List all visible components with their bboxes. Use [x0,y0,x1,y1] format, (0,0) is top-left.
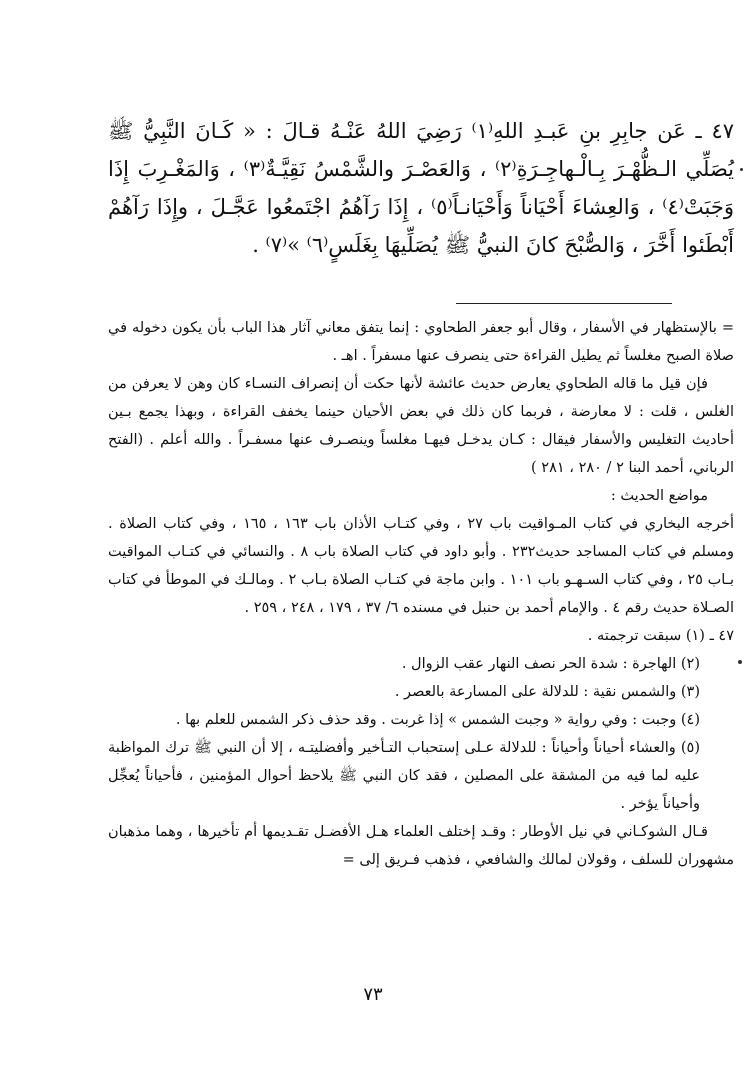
footnote-continuation-text: بالإستظهار في الأسفار ، وقال أبو جعفر الطحاوي : إنما يتفق معاني آثار هذا الباب بأن يكون دخوله في صلاة الصبح مغلساً ثم يطيل القراءة حتى ينصرف عنها مسفراً . اهـ . [108,320,734,364]
footnote-5: (٥) والعشاء أحياناً وأحياناً : للدلالة عـلى إستحباب التـأخير وأفضليتـه ، إلا أن النبي ﷺ ترك المواظبة عليه لما فيه من المشقة على المصلين ، فقد كان النبي ﷺ يلاحظ أحوال المؤمنين ، فأحياناً يُعجِّل وأحياناً يؤخر . [108,740,700,812]
footnotes-block [108,314,734,874]
footnote-1: ٤٧ ـ (١) سبقت ترجمته . [587,628,734,644]
footnote-2: (٢) الهاجرة : شدة الحر نصف النهار عقب الزوال . [401,656,700,672]
footnote-separator-rule [456,303,672,304]
hadith-sources-heading: مواضع الحديث : [610,488,708,504]
margin-speck [738,660,742,664]
page-number: ٧٣ [363,984,383,1005]
tahawi-discussion-paragraph: فإن قيل ما قاله الطحاوي يعارض حديث عائشة لأنها حكت أن إنصراف النسـاء كان وهن لا يعرفن من الغلس ، قلت : لا معارضة ، فربما كان ذلك في بعض الأحيان حينما يخفف القراءة ، وبهذا يجمع بـين أحاديث التغليس والأسفار فيقال : كـان يدخـل فيهـا مغلساً وينصـرف عنها مسفـراً . والله أعلم . (الفتح الرباني، أحمد البنا ٢ / ٢٨٠ ، ٢٨١ ) [108,376,734,476]
hadith-text-block [108,112,734,264]
footnote-4: (٤) وجبت : وفي رواية « وجبت الشمس » إذا غربت . وقد حذف ذكر الشمس للعلم بها . [175,712,700,728]
footnote-5-shawkani-quote: قـال الشوكـاني في نيل الأوطار : وقـد إختلف العلماء هـل الأفضـل تقـديمها أم تأخيرها ، وهما مذهبان مشهوران للسلف ، وقولان لمالك والشافعي ، فذهب فـريق إلى = [108,824,734,868]
continuation-marker: = [721,320,735,336]
hadith-sources-paragraph: أخرجه البخاري في كتاب المـواقيت باب ٢٧ ، وفي كتـاب الأذان باب ١٦٣ ، ١٦٥ ، وفي كتاب الصلاة . ومسلم في كتاب المساجد حديث٢٣٢ . وأبو داود في كتاب الصلاة باب ٨ . والنسائي في كتـاب المواقيت بـاب ٢٥ ، وفي كتاب السـهـو باب ١٠١ . وابن ماجة في كتـاب الصلاة بـاب ٢ . ومالـك في الموطأ في كتاب الصـلاة حديث رقم ٤ . والإمام أحمد بن حنبل في مسنده ٦/ ٣٧ ، ١٧٩ ، ٢٤٨ ، ٢٥٩ . [108,516,735,616]
margin-speck [740,168,743,171]
footnote-continuation-paragraph [108,314,734,370]
footnote-3: (٣) والشمس نقية : للدلالة على المسارعة بالعصر . [394,684,700,700]
hadith-paragraph: ٤٧ ـ عَن جابِرِ بنِ عَبـدِ اللهِ⁽١⁾ رَضِيَ اللهُ عَنْـهُ قـالَ : « كَـانَ النَّبِيُّ ﷺ يُصَلِّي الـظُّهْـرَ بِـالْـهاجِـرَةِ⁽٢⁾ ، وَالعَصْـرَ والشَّمْسُ نَقِيَّـةٌ⁽٣⁾ ، وَالمَغْـرِبَ إِذَا وَجَبَتْ⁽٤⁾ ، وَالعِشاءَ أَحْيَاناً وَأَحْيَانـاً⁽٥⁾ ، إِذَا رَآهُمُ اجْتَمعُوا عَجَّـلَ ، وإِذَا رَآهُمْ أَبْطَئوا أَخَّرَ ، وَالصُّبْحَ كانَ النبيُّ ﷺ يُصَلِّيهَا بِغَلَسٍ⁽٦⁾ »⁽٧⁾ . [108,119,734,257]
